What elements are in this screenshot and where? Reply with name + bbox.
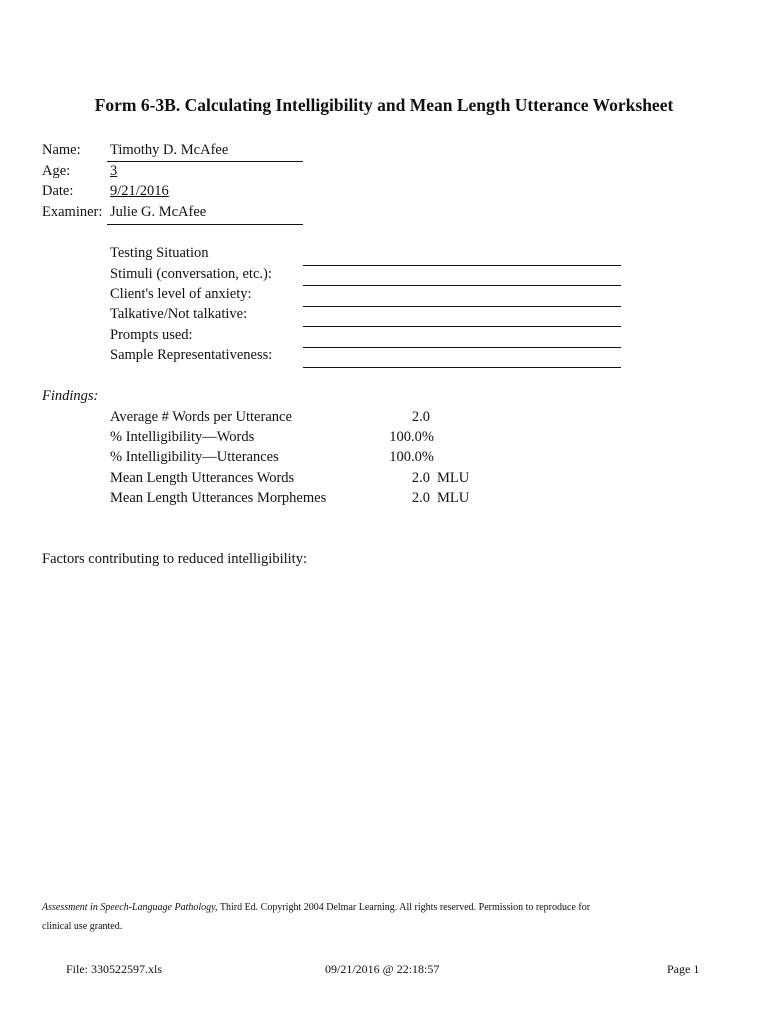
page-title: Form 6-3B. Calculating Intelligibility and Mean Length Utterance Worksheet: [94, 95, 674, 115]
footer-page: Page 1: [667, 962, 700, 976]
finding-label: % Intelligibility—Words: [110, 429, 255, 445]
finding-value: 2.0: [411, 470, 430, 486]
footer-file: File: 330522597.xls: [66, 962, 163, 976]
examiner-label: Examiner:: [42, 204, 103, 220]
finding-unit: MLU: [437, 490, 470, 506]
age-value: 3: [110, 163, 118, 179]
copyright-text: Third Ed. Copyright 2004 Delmar Learning. All rights reserved. Permission to reproduce for: [217, 902, 591, 913]
testing-line-4: [303, 326, 621, 327]
talkative-label: Talkative/Not talkative:: [110, 306, 248, 322]
anxiety-label: Client's level of anxiety:: [110, 286, 252, 302]
prompts-label: Prompts used:: [110, 327, 193, 343]
name-value: Timothy D. McAfee: [110, 142, 229, 158]
stimuli-label: Stimuli (conversation, etc.):: [110, 266, 272, 282]
testing-situation-label: Testing Situation: [110, 245, 209, 261]
finding-label: Average # Words per Utterance: [110, 409, 292, 425]
finding-value: 100.0%: [389, 429, 434, 445]
examiner-underline: [107, 224, 303, 225]
testing-line-3: [303, 306, 621, 307]
testing-line-1: [303, 265, 621, 266]
testing-line-2: [303, 285, 621, 286]
date-label: Date:: [42, 183, 74, 199]
representativeness-label: Sample Representativeness:: [110, 347, 273, 363]
finding-unit: MLU: [437, 470, 470, 486]
name-underline: [107, 161, 303, 162]
finding-value: 2.0: [411, 409, 430, 425]
book-title: Assessment in Speech-Language Pathology,: [42, 902, 218, 913]
age-label: Age:: [42, 163, 71, 179]
finding-label: Mean Length Utterances Words: [110, 470, 295, 486]
finding-value: 100.0%: [389, 449, 434, 465]
findings-label: Findings:: [42, 388, 99, 404]
date-value: 9/21/2016: [110, 183, 169, 199]
testing-line-6: [303, 367, 621, 368]
name-label: Name:: [42, 142, 81, 158]
footer-timestamp: 09/21/2016 @ 22:18:57: [325, 962, 440, 976]
factors-label: Factors contributing to reduced intelligibility:: [42, 551, 307, 567]
testing-line-5: [303, 347, 621, 348]
copyright-line-1: [42, 902, 590, 913]
finding-value: 2.0: [411, 490, 430, 506]
examiner-value: Julie G. McAfee: [110, 204, 207, 220]
finding-label: % Intelligibility—Utterances: [110, 449, 279, 465]
copyright-line-2: clinical use granted.: [42, 921, 123, 932]
finding-label: Mean Length Utterances Morphemes: [110, 490, 327, 506]
